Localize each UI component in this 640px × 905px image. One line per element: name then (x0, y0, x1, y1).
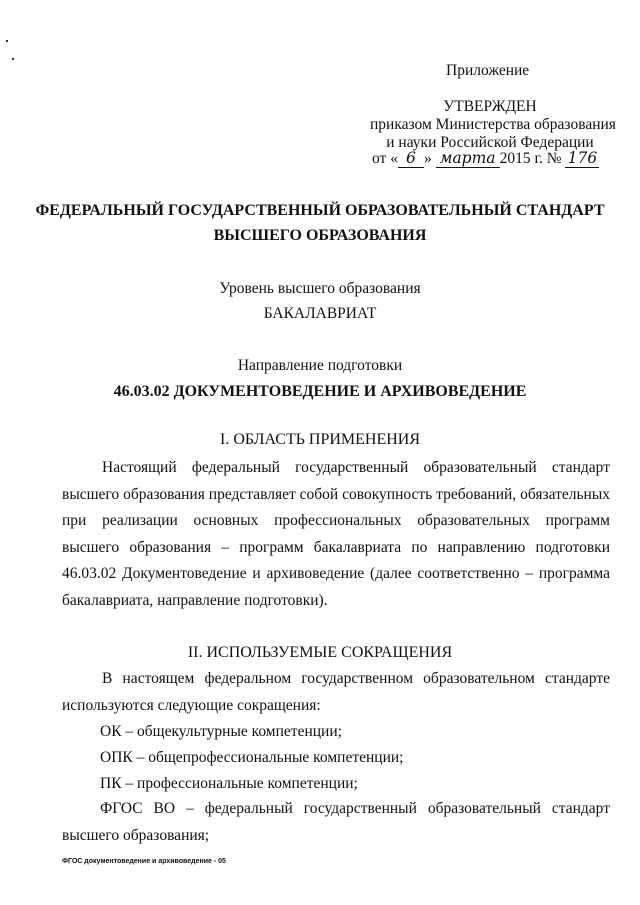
list-item-fgos: ФГОС ВО – федеральный государственный образовательный стандарт высшего образования; (62, 800, 610, 844)
document-title-line-2: ВЫСШЕГО ОБРАЗОВАНИЯ (213, 227, 427, 244)
section-2-heading: II. ИСПОЛЬЗУЕМЫЕ СОКРАЩЕНИЯ (187, 644, 453, 661)
document-title-line-1: ФЕДЕРАЛЬНЫЙ ГОСУДАРСТВЕННЫЙ ОБРАЗОВАТЕЛЬНЫЙ СТАНДАРТ (35, 202, 605, 219)
date-open-quote: от « (372, 150, 398, 167)
education-level-value: БАКАЛАВРИАТ (263, 305, 377, 322)
page-footer: ФГОС документоведение и архивоведение - 05 (62, 858, 226, 865)
scan-speck (6, 40, 8, 42)
date-month: марта (436, 151, 500, 168)
order-line-2: и науки Российской Федерации (386, 134, 594, 151)
list-item: ОК – общекультурные компетенции; (100, 723, 342, 740)
section-1-heading: I. ОБЛАСТЬ ПРИМЕНЕНИЯ (219, 431, 421, 448)
date-close-quote: » (423, 150, 432, 167)
education-level-label: Уровень высшего образования (219, 280, 421, 297)
order-number: 176 (565, 151, 599, 168)
section-2-intro: В настоящем федеральном государственном образовательном стандарте используются следующие сокращения: (62, 670, 610, 714)
list-item: ОПК – общепрофессиональные компетенции; (100, 749, 404, 766)
order-line-1: приказом Министерства образования (370, 116, 616, 133)
section-1-paragraph: Настоящий федеральный государственный образовательный стандарт высшего образования представляет собой совокупность требований, обязательных при реализации основных профессиональных образовательных программ высшего образования – программ бакалавриата по направлению подготовки 46.03.02 Документоведение и архивоведение (далее соответственно – программа бакалавриата, направление подготовки). (62, 459, 610, 609)
direction-value: 46.03.02 ДОКУМЕНТОВЕДЕНИЕ И АРХИВОВЕДЕНИЕ (113, 383, 527, 400)
approved-label: УТВЕРЖДЕН (443, 98, 537, 115)
order-date-line (372, 150, 599, 168)
scan-speck (12, 58, 14, 60)
date-year: 2015 г. № (499, 150, 562, 167)
date-day: 6 (398, 151, 424, 168)
direction-label: Направление подготовки (237, 357, 403, 374)
list-item: ПК – профессиональные компетенции; (100, 775, 358, 792)
appendix-label: Приложение (446, 62, 530, 79)
